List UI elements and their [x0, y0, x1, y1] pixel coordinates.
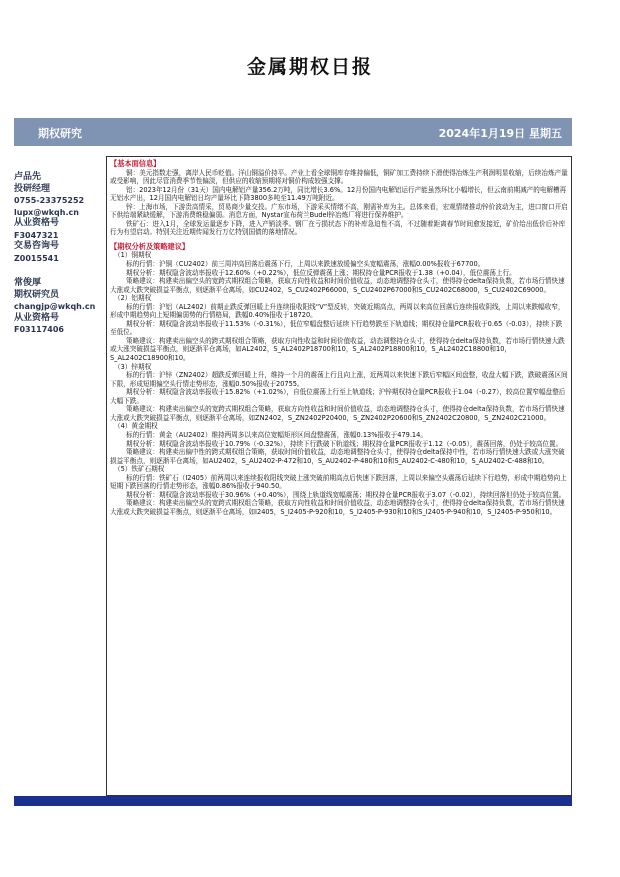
analyst-name: 常俊厚 [14, 278, 42, 288]
paragraph-ironore-fundamentals: 铁矿石：进入1月，全球发运量逐步下降，进入产销淡季。钢厂在亏损状态下的补库急迫性不高，不过随着距离春节时间愈发接近，矿价给出低价后补库行为有望启动。特别关注近期传闻发行万亿特别国债的落地情况。 [110, 219, 566, 237]
qualification-label: 从业资格号 [14, 218, 60, 228]
paragraph: 期权分析：期权隐含波动率报收于30.96%（+0.40%），围绕上轨道线宽幅震荡；期权持仓量PCR报收于3.07（-0.02），持续回落但仍处于较高位置。 [126, 490, 566, 499]
qualification-label: 从业资格号 [14, 312, 60, 323]
consult-number: Z0015541 [14, 253, 59, 263]
consult-label: 交易咨询号 [14, 241, 60, 251]
analyst-1 [14, 172, 102, 264]
footer-bar [14, 796, 572, 806]
section-title-fundamentals: 【基本面信息】 [110, 159, 161, 168]
paragraph: 策略建议：构建卖出偏中性的跨式期权组合策略，获取时间价值收益，动态地调整持仓头寸，使得持仓delta保持中性，若市场行情快速大跌或大涨突破损益平衡点，则逐渐平仓离场，如AU2402，S_AU2402-P-472和10，S_AU2402-P-480和10和S_AU2402-C-480和10，S_AU2402-C-488和10。 [110, 448, 565, 465]
report-title: 金属期权日报 [246, 56, 373, 78]
subsection-aluminum: （2）铝期权 [114, 294, 152, 303]
report-body [110, 160, 568, 516]
paragraph: 期权分析：期权隐含波动率报收于11.53%（-0.31%），低位窄幅盘整后延续下行趋势跌至下轨道线；期权持仓量PCR报收于0.65（-0.03），持续下跌至低位。 [110, 319, 563, 337]
analyst-name: 卢品先 [14, 172, 42, 182]
analyst-role: 投研经理 [14, 183, 51, 194]
paragraph: 策略建议：构建卖出偏空头的宽跨式期权组合策略，获取方向性收益和时间价值收益，动态地调整持仓头寸，使得持仓delta保持负数，若市场行情快速大涨或大跌突破损益平衡点，则逐渐平仓离场，如I2405，S_I2405-P-920和10，S_I2405-P-930和10和S_I2405-P-940和10，S_I2405-P-950和10。 [110, 499, 565, 516]
section-title-strategy: 【期权分析及策略建议】 [110, 241, 190, 251]
analyst-email[interactable]: lupx@wkqh.cn [14, 207, 79, 217]
qualification-number: F03117406 [14, 325, 64, 334]
paragraph: 期权分析：期权隐含波动率报收于15.82%（+1.02%），自低位震荡上行至上轨道线；沪锌期权持仓量PCR报收于1.04（-0.27），较高位置窄幅盘整后大幅下跌。 [110, 388, 566, 405]
paragraph: 标的行情：沪铝（AL2402）前期止跌反弹回暖上升连续报收阳线“V”型反转，突破近期高点，两周以来高位回落后连续报收阴线，上周以来跌幅收窄，形成中期趋势向上短期偏弱势的行情格局，跌幅0.40%报收于18720。 [110, 302, 565, 320]
paragraph-copper-fundamentals: 铜：美元指数走强，离岸人民币贬值。洋山铜溢价持平。产业上看全球铜库存维持偏低，铜矿加工费持续下滑使得冶炼生产利润明显收缩，后续冶炼产量或受影响，因此尽管消费季节性偏淡，但供应的收缩预期将对铜价构成较强支撑。 [110, 168, 568, 186]
paragraph-aluminum-fundamentals: 铝：2023年12月份（31天）国内电解铝产量356.2万吨，同比增长3.6%。12月份国内电解铝运行产能虽然环比小幅增长，但云南前期减产的电解槽再无铝水产出，12月国内电解铝日均产量环比下降3800多吨至11.49万吨附近。 [110, 185, 567, 203]
qualification-number: F3047321 [14, 230, 59, 240]
subsection-ironore: （5）铁矿石期权 [114, 465, 165, 474]
analyst-role: 期权研究员 [14, 289, 60, 300]
banner-category: 期权研究 [38, 127, 82, 140]
analyst-email[interactable]: changjp@wkqh.cn [14, 302, 96, 311]
banner-date: 2024年1月19日 星期五 [438, 127, 562, 140]
paragraph: 标的行情：黄金（AU2402）维持两周多以来高位宽幅矩形区间盘整震荡，涨幅0.13%报收于479.14。 [126, 430, 427, 439]
analyst-sidebar [14, 172, 102, 344]
paragraph: 策略建议：构建卖出偏空头的宽跨式期权组合策略，获取方向性收益和时间价值收益，动态地调整持仓头寸，使得持仓delta保持负数，若市场行情快速大涨或大跌突破损益平衡点，则逐渐平仓离场，如ZN2402，S_ZN2402P20400，S_ZN2402P20600和S_ZN2402C20800，S_ZN2402C21000。 [110, 405, 565, 422]
analyst-phone: 0755-23375252 [14, 196, 85, 205]
subsection-zinc: （3）锌期权 [114, 362, 152, 371]
paragraph: 期权分析：期权隐含波动率报收于12.60%（+0.22%），低位反弹震荡上涨；期权持仓量PCR报收于1.38（+0.04），低位震荡上行。 [126, 268, 516, 277]
paragraph: 策略建议：构建卖出偏空头的跨式期权组合策略，获取方向性收益和时间价值收益，动态调整持仓头寸，使得持仓delta保持负数，若市场行情快速大跌或大涨突破损益平衡点，则逐渐平仓离场，如AL2402，S_AL2402P18700和10，S_AL2402P18800和10，S_AL2402C18800和10，S_AL2402C18900和10。 [110, 336, 565, 363]
paragraph: 期权分析：期权隐含波动率报收于10.79%（-0.32%），持续下行跌破下轨道线；期权持仓量PCR报收于1.12（-0.05），震荡回落，仍处于较高位置。 [126, 439, 563, 448]
paragraph: 策略建议：构建卖出偏空头的宽跨式期权组合策略，获取方向性收益和时间价值收益，动态地调整持仓头寸，使得持仓delta保持负数，若市场行情快速大涨或大跌突破损益平衡点，则逐渐平仓离场，如CU2402，S_CU2402P66000，S_CU2402P67000和S_CU2402C68000，S_CU2402C69000。 [110, 277, 565, 294]
paragraph-zinc-fundamentals: 锌：上海市场，下游贵高情采，贸易商少量交投。广东市场，下游采买情绪不高，刚需补库为主。总体来看，宏观情绪推动锌价波动为主，进口窗口开启下供给端紧缺缓解，下游消费维稳偏弱。消息方面，Nystar宣布荷兰Budel锌冶炼厂将进行保养维护。 [110, 202, 568, 220]
subsection-copper: （1）铜期权 [114, 251, 152, 260]
paragraph: 标的行情：沪锌（ZN2402）超跌反弹回暖上升，维持一个月的震荡上行且向上涨，近两周以来快速下跌后窄幅区间盘整，收盘大幅下跌，跌破震荡区间下限，形成短期偏空头行情走势形态，涨幅0.50%报收于20755。 [110, 371, 568, 388]
subsection-gold: （4）黄金期权 [114, 422, 158, 431]
paragraph: 标的行情：铁矿石（I2405）前两周以来连续报收阳线突破上涨突破前期高点后快速下跌回落，上周以来偏空头震荡后延续下行趋势，形成中期趋势向上短期下跌回落的行情走势形态，涨幅0.86%报收于940.50。 [110, 473, 567, 491]
paragraph: 标的行情：沪铜（CU2402）前三周冲高回落后震荡下行，上周以来跌速放缓偏空头宽幅震荡，涨幅0.00%报收于67700。 [126, 260, 485, 269]
analyst-2 [14, 278, 102, 336]
